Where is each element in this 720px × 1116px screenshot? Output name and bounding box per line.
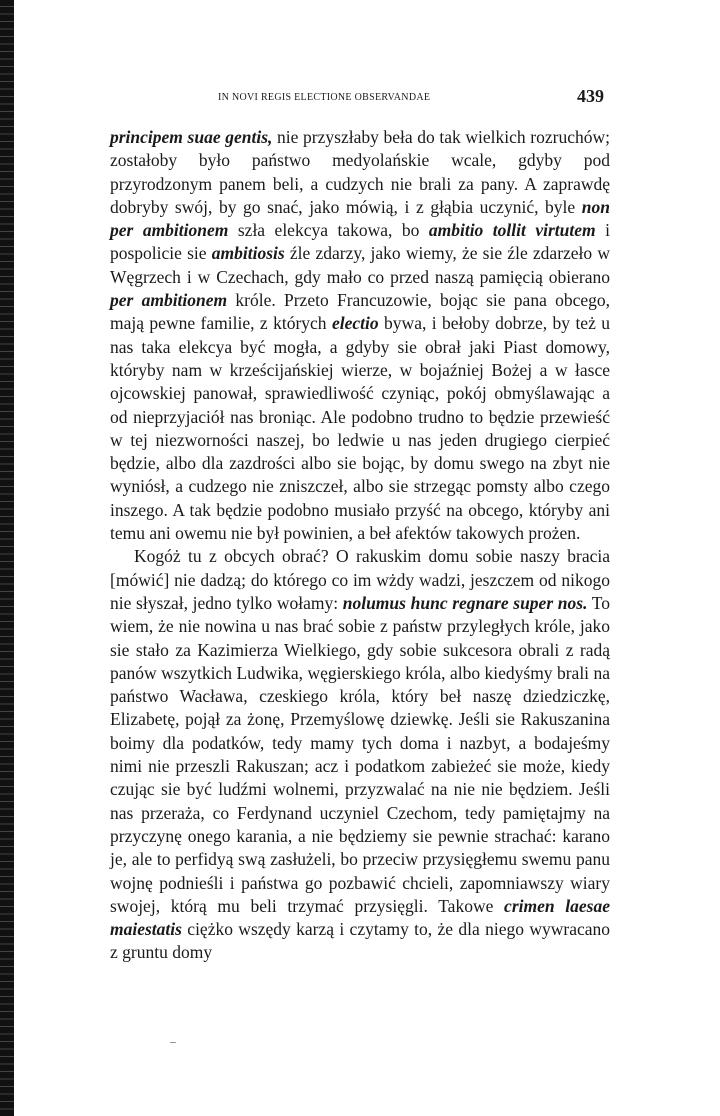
text-run: źle zdarzy, jako wiemy, że sie źle zdarzeło w Węgrzech i w Czechach, gdy mało co przed naszą pamięcią obierano <box>110 243 610 287</box>
paragraph-1 <box>110 126 610 545</box>
text-run: króle. Przeto Francuzowie, bojąc sie pana obcego, mają pewne familie, z których <box>110 290 611 334</box>
running-title: IN NOVI REGIS ELECTIONE OBSERVANDAE <box>218 92 431 103</box>
latin-phrase: ambitiosis <box>211 243 285 264</box>
latin-phrase: non per ambitionem <box>110 196 610 241</box>
latin-phrase: ambitio tollit virtutem <box>428 220 596 241</box>
page-number: 439 <box>577 86 604 106</box>
text-run: bywa, i bełoby dobrze, by też u nas taka elekcya być mogła, a gdyby sie obrał jaki Piast domowy, któryby nam w krześcijańskiej wierze, w bojaźniej Bożej a w łasce ojcowskiej panował, sprawiedliwość czyniąc, pokój obmyślawając a od nieprzyjaciół nas broniąc. Ale podobno trudno to będzie przewieść w tej niezworności naszej, bo ledwie u nas jeden drugiego cierpieć będzie, albo dla zazdrości albo sie bojąc, by domu swego na zbyt nie wyniósł, a cudzego nie zniszczeł, albo sie strzegąc pomsty albo czego inszego. A tak będzie podobno musiało przyść na obcego, któryby ani temu ani owemu nie był powinien, a beł afektów takowych prożen. <box>110 313 611 544</box>
latin-phrase: nolumus hunc regnare super nos. <box>342 592 588 613</box>
text-run: To wiem, że nie nowina u nas brać sobie z państw przyległych króle, jako sie stało za Kazimierza Wielkiego, gdy sobie sukcesora obrali z radą panów wszytkich Ludwika, węgierskiego króla, albo kiedyśmy brali na państwo Wacława, czeskiego króla, który beł naszę dziedziczkę, Elizabetę, pojął za żonę, Przemyślowę dziewkę. Jeśli sie Rakuszanina boimy dla podatków, tedy mamy tych doma i nazbyt, a bodajeśmy nimi nie przeszli Rakuszan; acz i podatkom zabieżeć sie może, kiedy czując sie być ludźmi wolnemi, przyzwalać na nie nie będziem. Jeśli nas przeraża, co Ferdynand uczyniel Czechom, tedy pamiętajmy na przyczynę onego karania, a nie będziemy sie pewnie strachać: karano je, ale to perfidyą swą zasłużeli, bo przeciw przysięgłemu swemu panu wojnę podnieśli i państwa go pozbawić chcieli, zapomniawszy wiary swojej, którą mu beli trzymać przysięgli. Takowe <box>110 592 611 916</box>
scan-mark <box>170 1042 176 1043</box>
text-run: nie przyszłaby beła do tak wielkich rozruchów; zostałoby było państwo medyolańskie wcale, gdyby pod przyrodzonym panem beli, a cudzych nie brali za pany. A zaprawdę dobryby swój, by go snać, jako mówią, i z głąbia uczynić, byle <box>110 127 610 217</box>
paragraph-2 <box>110 545 610 964</box>
text-run: Kogóż tu z obcych obrać? O rakuskim domu sobie naszy bracia [mówić] nie dadzą; do którego co im wżdy wadzi, jeszczem od nikogo nie słyszał, jedno tylko wołamy: <box>110 546 610 613</box>
text-run: ciężko wszędy karzą i czytamy to, że dla niego wywracano z gruntu domy <box>110 919 610 963</box>
text-run: i pospolicie sie <box>110 220 610 264</box>
latin-phrase: electio <box>331 313 379 334</box>
page-header <box>110 86 610 110</box>
latin-phrase: principem suae gentis, <box>110 127 273 147</box>
scan-edge <box>0 0 14 1116</box>
latin-phrase: per ambitionem <box>110 290 228 311</box>
body-text <box>110 126 610 965</box>
text-run: szła elekcya takowa, bo <box>228 220 429 241</box>
latin-phrase: crimen laesae maiestatis <box>110 895 610 940</box>
